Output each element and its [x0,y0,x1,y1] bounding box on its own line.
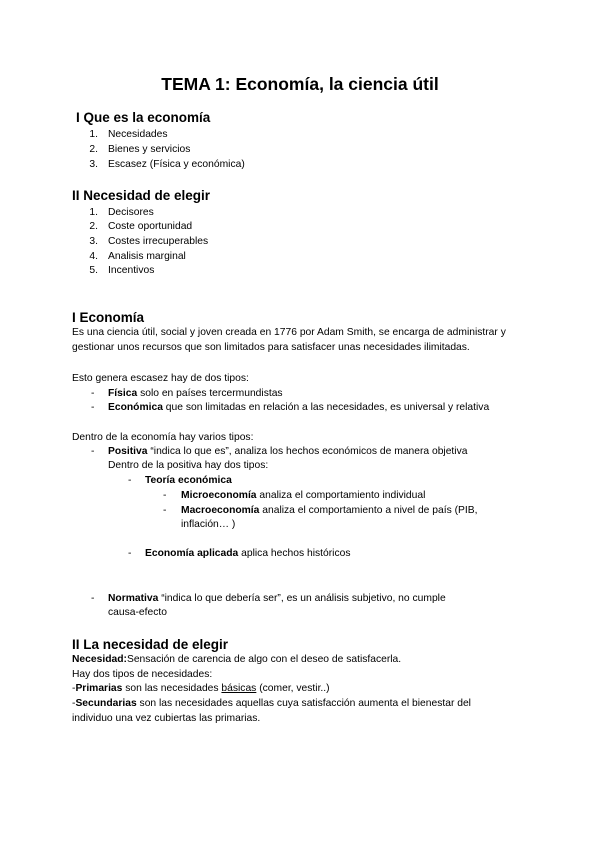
primarias-basicas-underlined: básicas [221,683,257,694]
section-heading-la-necesidad-elegir: II La necesidad de elegir [72,637,229,652]
term-fisica: Física [108,388,138,399]
bullet-dash: - [91,402,95,413]
dash-prefix: - [72,683,76,694]
economica-description: que son limitadas en relación a las necesidades, es universal y relativa [162,402,490,413]
microeconomia [181,489,425,504]
section-heading-necesidad-elegir: II Necesidad de elegir [72,188,211,203]
list-number: 3. [89,159,98,170]
economia-aplicada [145,547,350,562]
bullet-dash: - [163,505,167,516]
macroeconomia [181,504,477,519]
bullet-dash: - [91,388,95,399]
necesidad-description: Sensación de carencia de algo con el deseo de satisfacerla. [126,654,402,665]
bullet-dash: - [128,475,132,486]
list-number: 5. [89,265,98,276]
list-number: 1. [89,207,98,218]
list-item: Bienes y servicios [108,144,191,155]
positiva-description: “indica lo que es”, analiza los hechos económicos de manera objetiva [147,446,468,457]
list-item: Necesidades [108,129,168,140]
term-secundarias: Secundarias [75,698,137,709]
term-normativa: Normativa [108,593,159,604]
types-intro: Dentro de la economía hay varios tipos: [72,432,254,443]
list-number: 2. [89,144,98,155]
scarcity-economica [108,401,489,416]
term-positiva: Positiva [108,446,148,457]
list-number: 2. [89,221,98,232]
normativa-description-cont: causa-efecto [108,607,167,618]
term-primarias: Primarias [75,683,123,694]
term-economia-aplicada: Economía aplicada [145,548,239,559]
term-macroeconomia: Macroeconomía [181,505,260,516]
necesidades-primarias [72,682,330,697]
list-item: Escasez (Física y económica) [108,159,245,170]
list-number: 1. [89,129,98,140]
list-item: Incentivos [108,265,155,276]
list-item: Coste oportunidad [108,221,193,232]
list-item: Analisis marginal [108,251,186,262]
macro-description: analiza el comportamiento a nivel de país (PIB, [259,505,478,516]
bullet-dash: - [91,593,95,604]
tipos-necesidades-intro: Hay dos tipos de necesidades: [72,669,213,680]
type-normativa [108,592,446,607]
section-heading-economia: I Economía [72,310,145,325]
bullet-dash: - [128,548,132,559]
fisica-description: solo en países tercermundistas [137,388,283,399]
term-microeconomia: Microeconomía [181,490,257,501]
micro-description: analiza el comportamiento individual [256,490,426,501]
necesidad-definition [72,653,401,668]
secundarias-description: son las necesidades aquellas cuya satisfacción aumenta el bienestar del individuo una vez cubiertas las primarias. [72,698,471,724]
necesidades-secundarias [72,697,512,726]
positiva-subtypes-intro: Dentro de la positiva hay dos tipos: [108,460,269,471]
dash-prefix: - [72,698,76,709]
list-number: 4. [89,251,98,262]
aplicada-description: aplica hechos históricos [238,548,351,559]
macro-description-cont: inflación… ) [181,519,236,530]
primarias-text: son las necesidades [122,683,222,694]
term-necesidad: Necesidad: [72,654,127,665]
list-item: Costes irrecuperables [108,236,209,247]
bullet-dash: - [163,490,167,501]
term-economica: Económica [108,402,163,413]
type-positiva [108,445,467,460]
scarcity-intro: Esto genera escasez hay de dos tipos: [72,373,249,384]
primarias-examples: (comer, vestir..) [256,683,330,694]
normativa-description: “indica lo que debería ser”, es un análisis subjetivo, no cumple [158,593,446,604]
bullet-dash: - [91,446,95,457]
list-item: Decisores [108,207,154,218]
list-number: 3. [89,236,98,247]
scarcity-fisica [108,387,283,402]
section-heading-que-es-economia: I Que es la economía [76,110,211,125]
economia-definition: Es una ciencia útil, social y joven creada en 1776 por Adam Smith, se encarga de administrar y gestionar unos recursos que son limitados para satisfacer unas necesidades ilimitadas. [72,327,506,353]
page-title: TEMA 1: Economía, la ciencia útil [161,74,439,94]
teoria-economica: Teoría económica [145,475,232,486]
